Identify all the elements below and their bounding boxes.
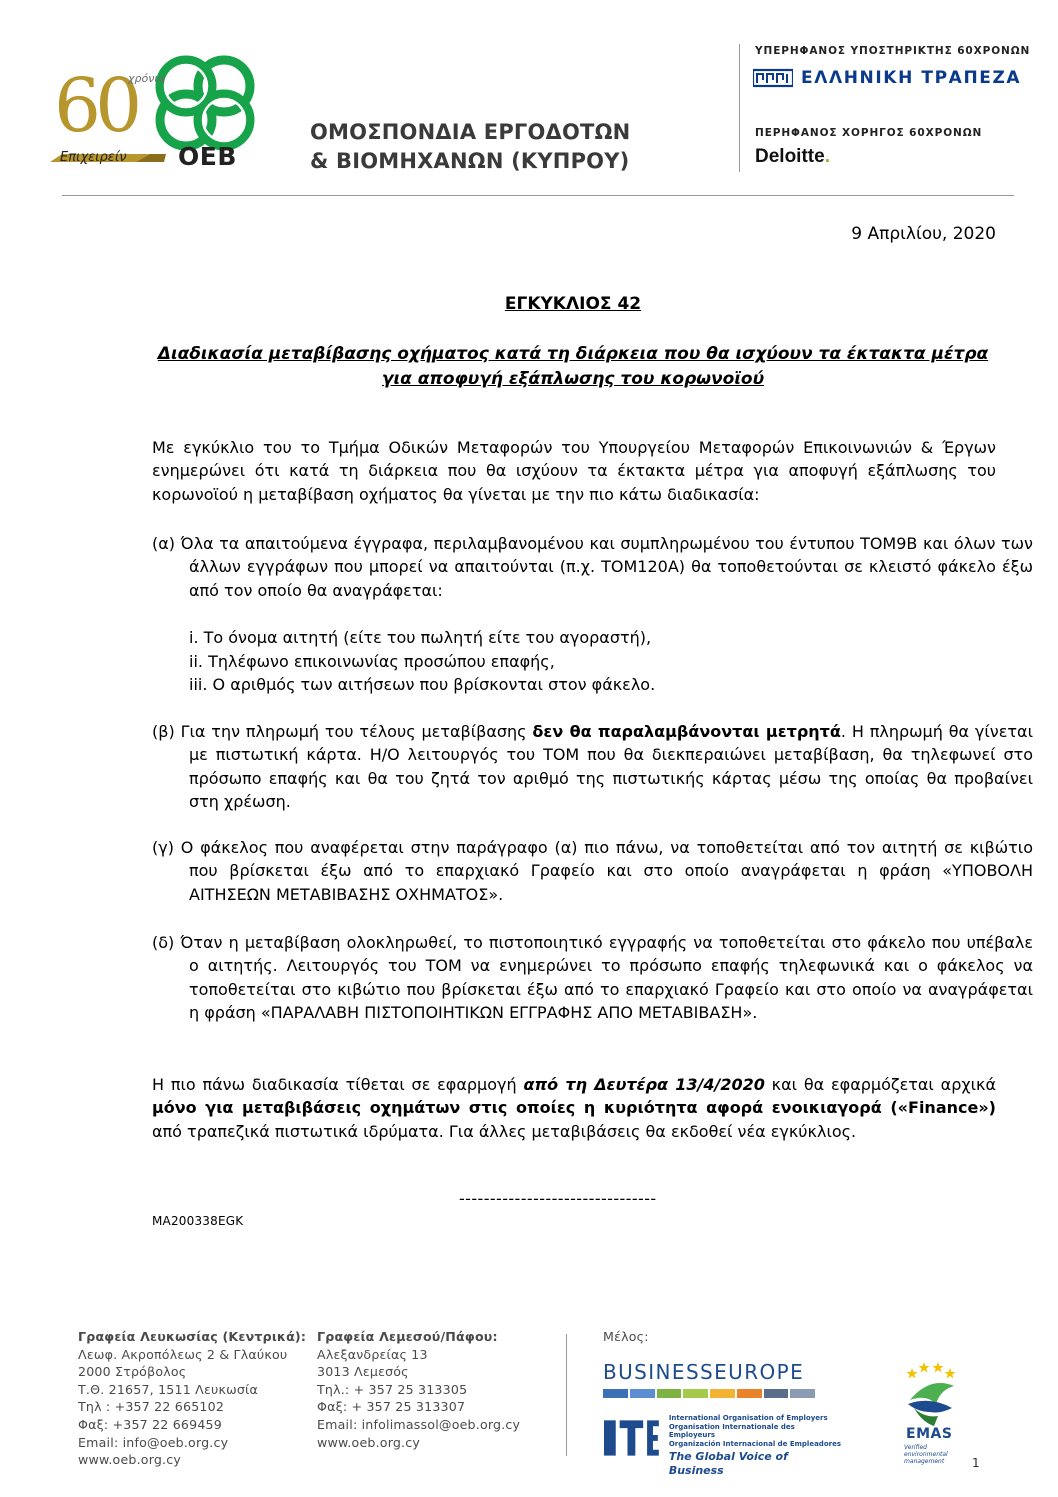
closing-date-emphasis: από τη Δευτέρα 13/4/2020: [523, 1075, 765, 1094]
bank-meander-icon: [753, 68, 793, 88]
nicosia-website-link[interactable]: www.oeb.org.cy: [78, 1452, 182, 1468]
emas-sub: [904, 1444, 948, 1465]
nicosia-line: Φαξ: +357 22 669459: [78, 1416, 222, 1432]
closing-text-1: Η πιο πάνω διαδικασία τίθεται σε εφαρμογή: [152, 1075, 524, 1094]
ioe-name-fr: Organisation Internationale des Employeurs: [668, 1422, 795, 1439]
logo-years-word: χρόνια: [128, 72, 166, 85]
be-bar-segment: [790, 1389, 815, 1398]
closing-text-2: και θα εφαρμόζεται αρχικά: [764, 1075, 996, 1094]
item-d-paragraph: (δ) Όταν η μεταβίβαση ολοκληρωθεί, το πιστοποιητικό εγγραφής να τοποθετείται στο φάκελο που υπέβαλε ο αιτητής. Λειτουργός του ΤΟΜ να ενημερώνει το πρόσωπο επαφής τηλεφωνικά και ο φάκελος να τοποθετείται στο κιβώτιο που βρίσκεται έξω από το επαρχιακό Γραφείο και στο οποίο να αναγράφεται η φράση «ΠΑΡΑΛΑΒΗ ΠΙΣΤΟΠΟΙΗΤΙΚΩΝ ΕΓΓΡΑΦΗΣ ΑΠΟ ΜΕΤΑΒΙΒΑΣΗ».: [152, 933, 1033, 1023]
footer-vertical-divider: [566, 1334, 567, 1456]
businesseurope-logo: [603, 1359, 823, 1398]
organisation-name-line-2: & ΒΙΟΜΗΧΑΝΩΝ (ΚΥΠΡΟΥ): [310, 149, 630, 173]
limassol-heading: Γραφεία Λεμεσού/Πάφου:: [317, 1329, 498, 1344]
nicosia-email-link[interactable]: Email: info@oeb.org.cy: [78, 1434, 229, 1450]
closing-scope-emphasis: μόνο για μεταβιβάσεις οχημάτων στις οποίες η κυριότητα αφορά ενοικιαγορά («Finance»): [152, 1098, 996, 1118]
businesseurope-color-bar: [603, 1389, 817, 1398]
ioe-emblem-icon: [603, 1414, 660, 1458]
item-a-sub-2: ii. Τηλέφωνο επικοινωνίας προσώπου επαφής,: [189, 652, 555, 671]
item-b-text-1: (β) Για την πληρωμή του τέλους μεταβίβασης: [152, 722, 533, 741]
organisation-name: [310, 118, 690, 176]
ioe-logo: [603, 1414, 843, 1477]
circular-subject: [150, 342, 996, 392]
nicosia-line: Τ.Θ. 21657, 1511 Λευκωσία: [78, 1381, 258, 1397]
footer-limassol-office: [317, 1328, 547, 1451]
ioe-text-block: [668, 1414, 843, 1477]
item-a-sub-1: i. Το όνομα αιτητή (είτε του πωλητή είτε του αγοραστή),: [189, 628, 652, 647]
nicosia-line: Λεωφ. Ακροπόλεως 2 & Γλαύκου: [78, 1346, 288, 1362]
be-bar-segment: [603, 1389, 628, 1398]
limassol-line: Τηλ.: + 357 25 313305: [317, 1381, 468, 1397]
ioe-slogan: The Global Voice of Business: [668, 1450, 788, 1477]
subject-line-2: για αποφυγή εξάπλωσης του κορωνοϊού: [381, 369, 765, 389]
footer-nicosia-office: [78, 1328, 308, 1469]
member-label: Μέλος:: [603, 1329, 649, 1344]
sponsor-2-logo: [755, 146, 830, 168]
item-a-sub-3: iii. Ο αριθμός των αιτήσεων που βρίσκονται στον φάκελο.: [189, 675, 656, 694]
be-bar-segment: [657, 1389, 682, 1398]
item-a-paragraph: (α) Όλα τα απαιτούμενα έγγραφα, περιλαμβανομένου και συμπληρωμένου του έντυπου ΤΟΜ9Β και όλων των άλλων εγγράφων που μπορεί να απαιτούνται (π.χ. ΤΟΜ120Α) θα τοποθετούνται σε κλειστό φάκελο έξω από τον οποίο θα αναγράφεται:: [152, 534, 1033, 600]
circular-number: ΕΓΚΥΚΛΙΟΣ 42: [504, 294, 642, 314]
emas-sub-1: Verified: [904, 1444, 927, 1451]
item-b-text-2: . Η πληρωμή θα γίνεται με πιστωτική κάρτα. Η/Ο λειτουργός του ΤΟΜ που θα διεκπεραιώνει μεταβίβαση, θα τηλεφωνεί στο πρόσωπο επαφής και θα του ζητά τον αριθμό της πιστωτικής κάρτας μέσω της οποίας θα προβαίνει στη χρέωση.: [189, 722, 1033, 812]
limassol-website-link[interactable]: www.oeb.org.cy: [317, 1434, 421, 1450]
item-b-emphasis: δεν θα παραλαμβάνονται μετρητά: [532, 722, 841, 741]
letter-date: 9 Απριλίου, 2020: [851, 224, 996, 244]
limassol-line: 3013 Λεμεσός: [317, 1364, 409, 1380]
emas-sub-3: management: [904, 1458, 945, 1465]
limassol-line: Αλεξανδρείας 13: [317, 1346, 428, 1362]
item-b-paragraph: [152, 720, 1033, 814]
be-bar-segment: [737, 1389, 762, 1398]
emas-sub-2: environmental: [904, 1451, 948, 1458]
ioe-name-en: International Organisation of Employers: [668, 1414, 828, 1422]
header-vertical-divider: [739, 44, 740, 172]
nicosia-line: Τηλ : +357 22 665102: [78, 1399, 225, 1415]
logo-tagline: Επιχειρείν: [60, 150, 127, 165]
logo-acronym: OEB: [178, 142, 237, 171]
logo-years-number: 60: [54, 63, 137, 149]
be-bar-segment: [710, 1389, 735, 1398]
item-c-paragraph: (γ) Ο φάκελος που αναφέρεται στην παράγραφο (α) πιο πάνω, να τοποθετείται από τον αιτητή σε κιβώτιο που βρίσκεται έξω από το επαρχιακό Γραφείο και στο οποίο αναγράφεται η φράση «ΥΠΟΒΟΛΗ ΑΙΤΗΣΕΩΝ ΜΕΤΑΒΙΒΑΣΗΣ ΟΧΗΜΑΤΟΣ».: [152, 838, 1033, 904]
sponsor-1-name: ΕΛΛΗΝΙΚΗ ΤΡΑΠΕΖΑ: [801, 68, 1022, 88]
reference-code: MA200338EGK: [152, 1214, 244, 1228]
sponsor-1-logo: [753, 66, 1021, 90]
oeb-60-years-logo: [38, 44, 268, 174]
sponsor-2-name: Deloitte: [755, 146, 825, 167]
sponsor-2-label: ΠΕΡΗΦΑΝΟΣ ΧΟΡΗΓΟΣ 60ΧΡΟΝΩΝ: [755, 127, 983, 139]
nicosia-line: 2000 Στρόβολος: [78, 1364, 187, 1380]
subject-line-1: Διαδικασία μεταβίβασης οχήματος κατά τη διάρκεια που θα ισχύουν τα έκτακτα μέτρα: [157, 344, 989, 364]
page-number: 1: [972, 1456, 980, 1470]
closing-paragraph: [152, 1073, 996, 1143]
limassol-email-link[interactable]: Email: infolimassol@oeb.org.cy: [317, 1416, 521, 1432]
intro-paragraph: Με εγκύκλιο του το Τμήμα Οδικών Μεταφορών του Υπουργείου Μεταφορών Επικοινωνιών & Έργων ενημερώνει ότι κατά τη διάρκεια που θα ισχύουν τα έκτακτα μέτρα για αποφυγή εξάπλωσης του κορωνοϊού η μεταβίβαση οχήματος θα γίνεται με την πιο κάτω διαδικασία:: [152, 438, 996, 504]
nicosia-heading: Γραφεία Λευκωσίας (Κεντρικά):: [78, 1329, 307, 1344]
be-bar-segment: [764, 1389, 789, 1398]
be-bar-segment: [630, 1389, 655, 1398]
be-bar-segment: [683, 1389, 708, 1398]
limassol-line: Φαξ: + 357 25 313307: [317, 1399, 466, 1415]
emas-logo: [900, 1360, 964, 1472]
organisation-name-line-1: ΟΜΟΣΠΟΝΔΙΑ ΕΡΓΟΔΟΤΩΝ: [310, 120, 631, 144]
ioe-name-es: Organización Internacional de Empleadores: [668, 1439, 841, 1448]
emas-label: EMAS: [906, 1426, 953, 1442]
deloitte-dot: .: [824, 146, 830, 167]
dashed-separator: --------------------------------: [459, 1189, 657, 1208]
sponsor-1-label: ΥΠΕΡΗΦΑΝΟΣ ΥΠΟΣΤΗΡΙΚΤΗΣ 60ΧΡΟΝΩΝ: [755, 45, 1031, 57]
header-rule: [62, 195, 1014, 196]
closing-text-3: από τραπεζικά πιστωτικά ιδρύματα. Για άλλες μεταβιβάσεις θα εκδοθεί νέα εγκύκλιος.: [152, 1121, 857, 1141]
businesseurope-wordmark: BUSINESSEUROPE: [603, 1360, 805, 1384]
